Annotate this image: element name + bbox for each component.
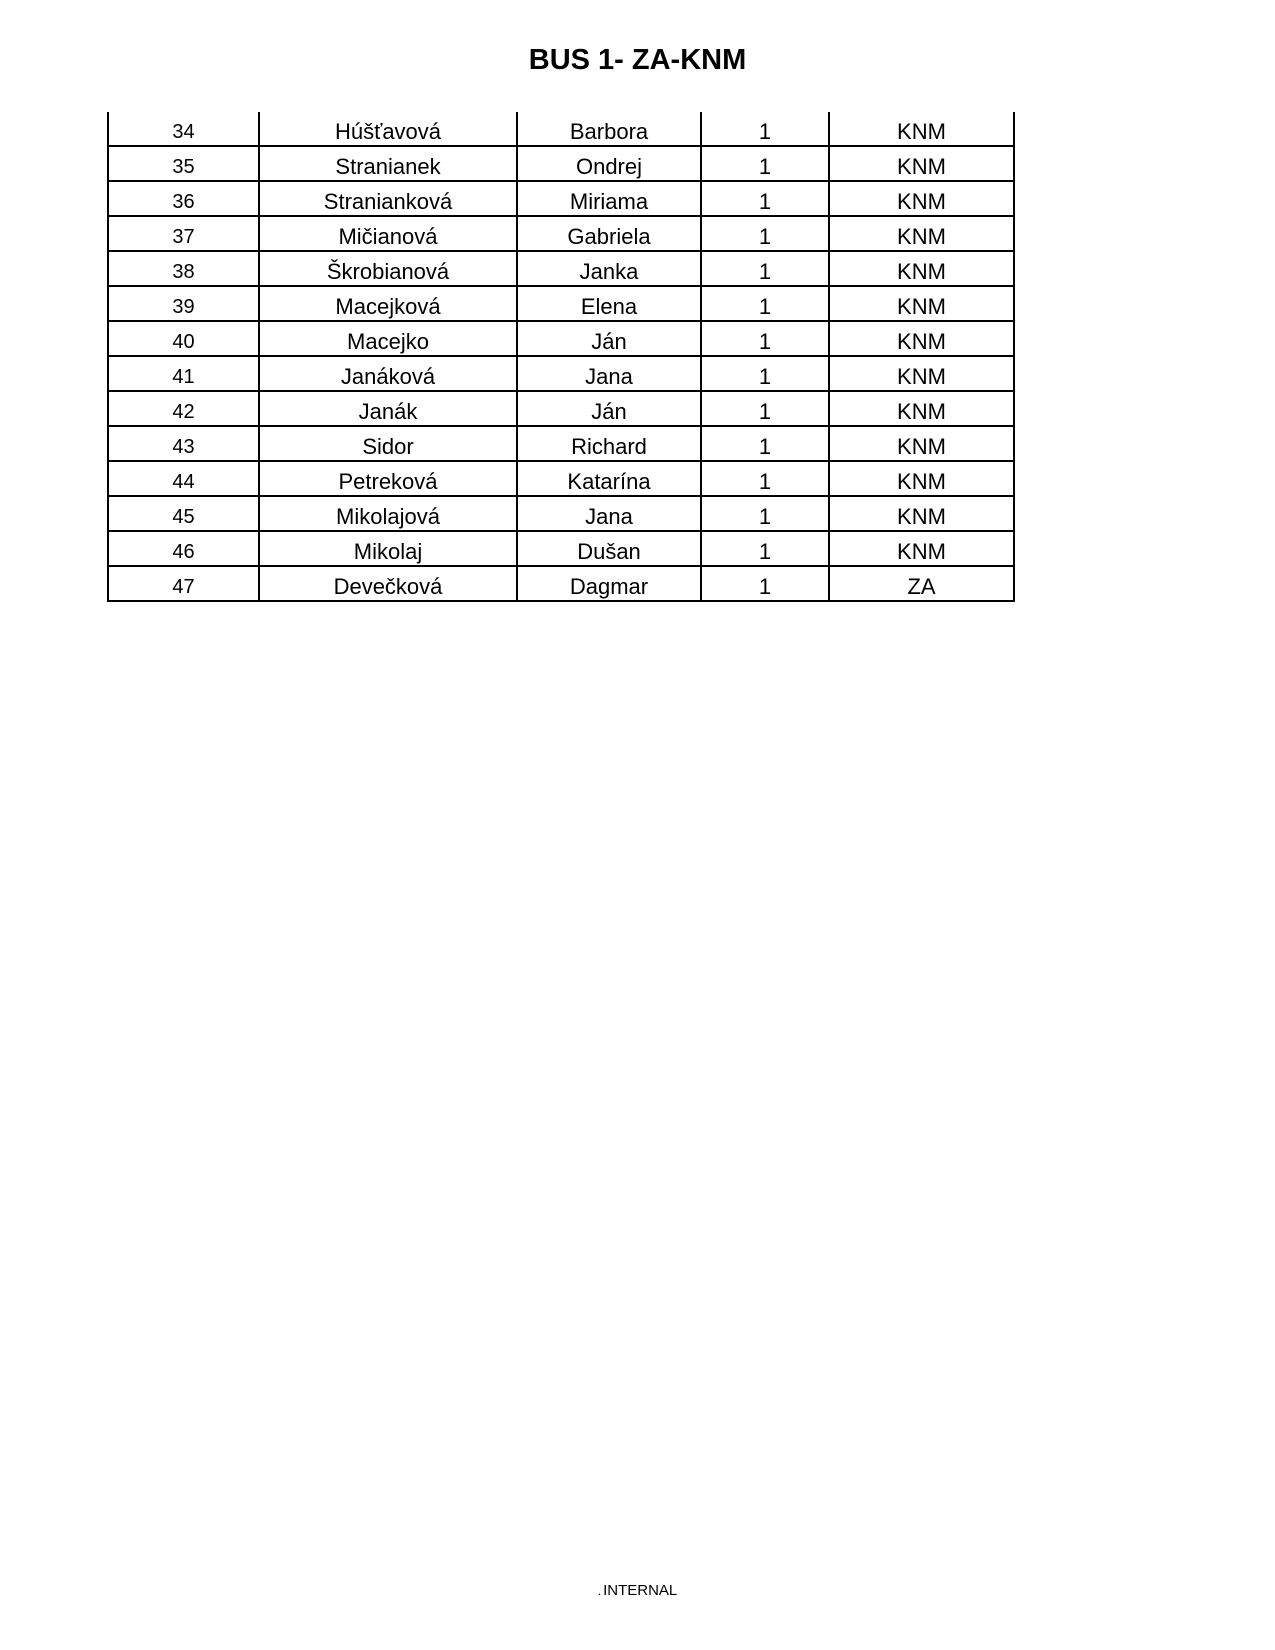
destination-cell: KNM — [829, 146, 1014, 181]
table-row — [108, 146, 1014, 181]
page-title: BUS 1- ZA-KNM — [528, 44, 747, 76]
row-number-cell: 36 — [108, 181, 259, 216]
surname-cell: Macejková — [259, 286, 517, 321]
surname-cell: Sidor — [259, 426, 517, 461]
passenger-table — [107, 112, 1015, 602]
destination-cell: KNM — [829, 356, 1014, 391]
table-row — [108, 216, 1014, 251]
table-row — [108, 356, 1014, 391]
row-number-cell: 45 — [108, 496, 259, 531]
row-number-cell: 38 — [108, 251, 259, 286]
surname-cell: Petreková — [259, 461, 517, 496]
footer-prefix: . — [597, 1584, 602, 1598]
table-row — [108, 426, 1014, 461]
destination-cell: KNM — [829, 216, 1014, 251]
footer-label-text: INTERNAL — [603, 1582, 678, 1599]
table-row — [108, 251, 1014, 286]
table-row — [108, 461, 1014, 496]
first-name-cell: Ondrej — [517, 146, 701, 181]
surname-cell: Húšťavová — [259, 112, 517, 146]
surname-cell: Mikolajová — [259, 496, 517, 531]
count-cell: 1 — [701, 426, 829, 461]
row-number-cell: 46 — [108, 531, 259, 566]
count-cell: 1 — [701, 496, 829, 531]
count-cell: 1 — [701, 251, 829, 286]
destination-cell: KNM — [829, 321, 1014, 356]
first-name-cell: Ján — [517, 391, 701, 426]
destination-cell: KNM — [829, 286, 1014, 321]
table-row — [108, 112, 1014, 146]
first-name-cell: Dušan — [517, 531, 701, 566]
destination-cell: KNM — [829, 251, 1014, 286]
count-cell: 1 — [701, 531, 829, 566]
count-cell: 1 — [701, 461, 829, 496]
table-row — [108, 531, 1014, 566]
first-name-cell: Gabriela — [517, 216, 701, 251]
first-name-cell: Dagmar — [517, 566, 701, 601]
table-row — [108, 496, 1014, 531]
count-cell: 1 — [701, 286, 829, 321]
surname-cell: Macejko — [259, 321, 517, 356]
destination-cell: KNM — [829, 112, 1014, 146]
destination-cell: KNM — [829, 461, 1014, 496]
destination-cell: KNM — [829, 391, 1014, 426]
row-number-cell: 42 — [108, 391, 259, 426]
first-name-cell: Jana — [517, 496, 701, 531]
first-name-cell: Janka — [517, 251, 701, 286]
first-name-cell: Miriama — [517, 181, 701, 216]
destination-cell: KNM — [829, 531, 1014, 566]
first-name-cell: Ján — [517, 321, 701, 356]
surname-cell: Mičianová — [259, 216, 517, 251]
row-number-cell: 34 — [108, 112, 259, 146]
count-cell: 1 — [701, 321, 829, 356]
row-number-cell: 40 — [108, 321, 259, 356]
row-number-cell: 41 — [108, 356, 259, 391]
table-row — [108, 286, 1014, 321]
surname-cell: Škrobianová — [259, 251, 517, 286]
row-number-cell: 39 — [108, 286, 259, 321]
first-name-cell: Katarína — [517, 461, 701, 496]
surname-cell: Janáková — [259, 356, 517, 391]
surname-cell: Janák — [259, 391, 517, 426]
row-number-cell: 37 — [108, 216, 259, 251]
count-cell: 1 — [701, 216, 829, 251]
first-name-cell: Jana — [517, 356, 701, 391]
table-row — [108, 321, 1014, 356]
destination-cell: ZA — [829, 566, 1014, 601]
row-number-cell: 35 — [108, 146, 259, 181]
count-cell: 1 — [701, 391, 829, 426]
surname-cell: Devečková — [259, 566, 517, 601]
table-row — [108, 181, 1014, 216]
surname-cell: Stranianek — [259, 146, 517, 181]
count-cell: 1 — [701, 112, 829, 146]
row-number-cell: 47 — [108, 566, 259, 601]
first-name-cell: Elena — [517, 286, 701, 321]
count-cell: 1 — [701, 146, 829, 181]
first-name-cell: Richard — [517, 426, 701, 461]
first-name-cell: Barbora — [517, 112, 701, 146]
destination-cell: KNM — [829, 181, 1014, 216]
row-number-cell: 43 — [108, 426, 259, 461]
count-cell: 1 — [701, 356, 829, 391]
table-row — [108, 391, 1014, 426]
surname-cell: Mikolaj — [259, 531, 517, 566]
row-number-cell: 44 — [108, 461, 259, 496]
passenger-table-body — [108, 112, 1014, 601]
destination-cell: KNM — [829, 496, 1014, 531]
count-cell: 1 — [701, 566, 829, 601]
count-cell: 1 — [701, 181, 829, 216]
classification-footer — [0, 1582, 1275, 1599]
destination-cell: KNM — [829, 426, 1014, 461]
surname-cell: Stranianková — [259, 181, 517, 216]
table-row — [108, 566, 1014, 601]
